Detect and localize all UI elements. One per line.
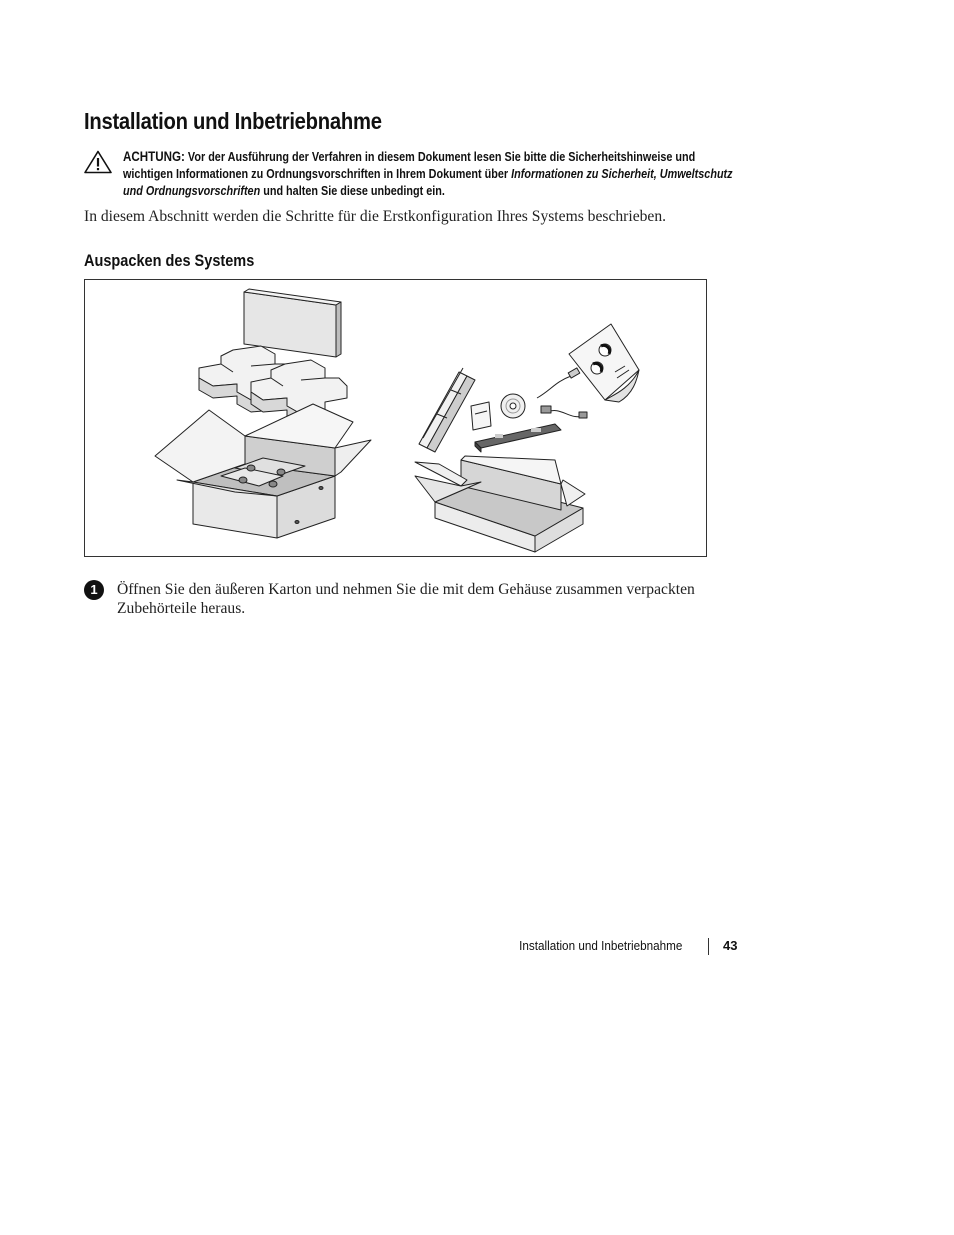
accessory-envelope (569, 324, 639, 402)
cable-management-arm (475, 424, 561, 452)
footer-separator (708, 938, 709, 955)
caution-label: ACHTUNG: (123, 149, 185, 164)
warning-triangle-icon (84, 150, 112, 174)
shipping-carton (155, 404, 371, 538)
page-title: Installation und Inbetriebnahme (84, 108, 382, 134)
step-number-badge: 1 (84, 580, 104, 600)
section-heading: Auspacken des Systems (84, 252, 255, 270)
intro-paragraph: In diesem Abschnitt werden die Schritte für die Erstkonfiguration Ihres Systems beschrieben. (84, 208, 667, 225)
footer-chapter-title: Installation und Inbetriebnahme (518, 938, 682, 953)
caution-text (123, 148, 734, 200)
cd-disc (501, 394, 525, 418)
caution-body-end: und halten Sie diese unbedingt ein. (260, 184, 445, 198)
rack-rails (419, 368, 475, 452)
documentation-booklet (471, 402, 491, 430)
caution-doc-reference: Informationen zu Sicherheit, Umweltschutz und Ordnungsvorschriften (123, 167, 733, 198)
step-1 (84, 580, 744, 618)
caution-notice (84, 148, 744, 200)
accessory-box (415, 456, 585, 552)
power-cable (537, 368, 587, 418)
unpacking-illustration (85, 280, 706, 556)
page-footer (0, 938, 954, 958)
unpacking-figure (84, 279, 707, 557)
caution-body: Vor der Ausführung der Verfahren in diesem Dokument lesen Sie bitte die Sicherheitshinweise und wichtigen Informationen zu Ordnungsvorschriften in Ihrem Dokument über (123, 150, 696, 181)
page-number: 43 (723, 938, 738, 953)
step-text: Öffnen Sie den äußeren Karton und nehmen Sie die mit dem Gehäuse zusammen verpackten Zubehörteile heraus. (117, 581, 695, 617)
